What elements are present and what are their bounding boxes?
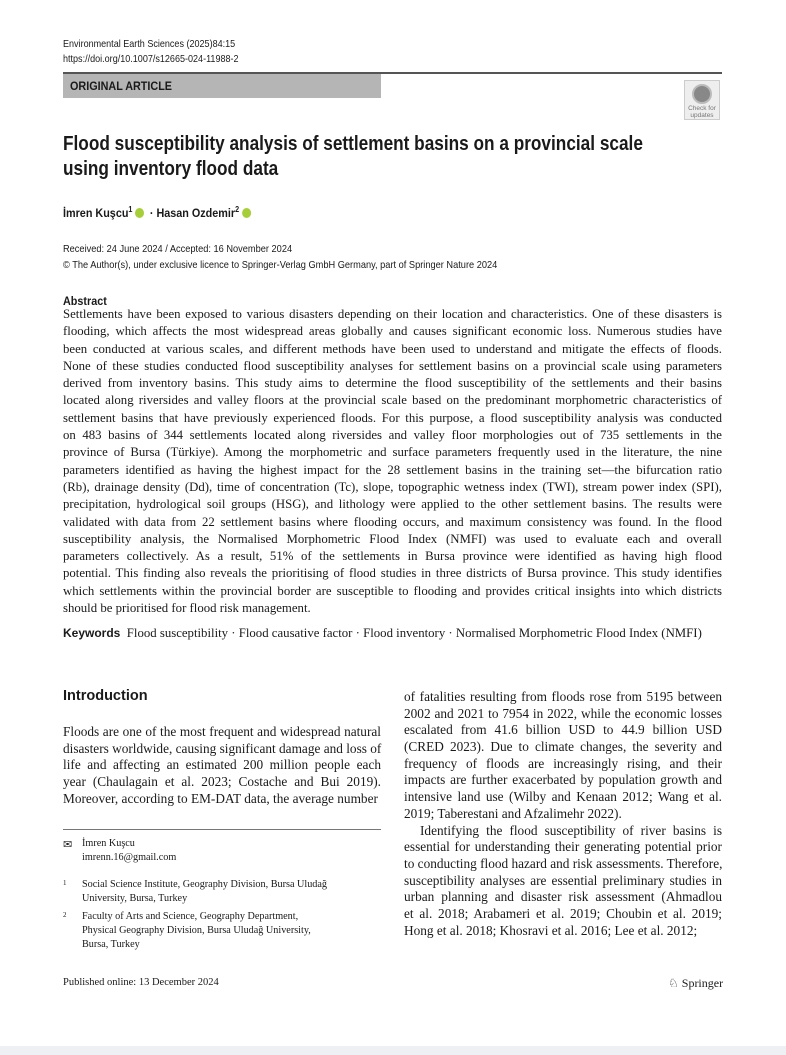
affiliation-line: Physical Geography Division, Bursa Uludağ University, <box>82 925 311 936</box>
separator: · <box>149 206 154 220</box>
received-accepted: Received: 24 June 2024 / Accepted: 16 November 2024 <box>63 243 293 255</box>
affiliation-2 <box>63 910 381 952</box>
text-line: urban planning and disaster risk assessment (Ahmadlou <box>404 889 722 905</box>
text-line: disasters worldwide, causing significant damage and loss of <box>63 740 382 756</box>
text-line: impacts are further exacerbated by population growth and <box>404 772 722 788</box>
text-line: intensive land use (Wilby and Kenaan 2012; Wang et al. <box>404 789 722 805</box>
author-list <box>63 205 275 220</box>
text-line: (Rb), drainage density (Dd), time of concentration (Tc), slope, topographic wetness index (TWI), stream power index (SPI), <box>63 479 722 494</box>
introduction-heading: Introduction <box>63 688 148 704</box>
introduction-left-column <box>63 724 381 807</box>
text-line: None of these studies conducted flood susceptibility analyses for settlement basins on a provincial scale using parameters <box>63 358 722 373</box>
keywords-text: Flood susceptibility · Flood causative factor · Flood inventory · Normalised Morphometric Flood Index (NMFI) <box>126 626 702 640</box>
email-link[interactable]: imrenn.16@gmail.com <box>82 852 177 863</box>
text-line: life and affecting an estimated 200 million people each <box>63 757 381 773</box>
text-line: which settlements within the provincial border are susceptible to flooding and provides critical insights into which districts <box>63 583 722 598</box>
text-line: potential. This finding also reveals the prioritising of flood studies in three districts of Bursa province. This study identifies <box>63 566 722 581</box>
orcid-icon[interactable] <box>135 208 144 218</box>
text-line: et al. 2018; Arabameri et al. 2019; Choubin et al. 2019; <box>404 905 722 921</box>
check-for-updates-badge[interactable] <box>684 80 720 120</box>
badge-line: updates <box>690 112 714 119</box>
text-line: of fatalities resulting from floods rose from 5195 between <box>404 689 722 704</box>
author-name[interactable]: Hasan Ozdemir <box>156 206 236 220</box>
text-line: should be prioritised for flood risk management. <box>63 601 311 616</box>
text-line: Settlements have been exposed to various disasters depending on their location and characteristics. One of these disasters is <box>63 307 722 321</box>
affiliation-1 <box>63 878 381 906</box>
keywords-label: Keywords <box>63 626 121 640</box>
text-line: derived from inventory basins. This study aims to determine the flood susceptibility of the settlements and their basins <box>63 376 722 391</box>
springer-logo <box>668 976 723 991</box>
affiliation-mark: 2 <box>235 205 240 214</box>
author-name[interactable]: İmren Kuşcu <box>63 206 129 220</box>
text-line: validated with data from 22 settlement basins where flooding occurs, and maximum consistency was found. In the flood <box>63 514 722 529</box>
paper-title: Flood susceptibility analysis of settlement basins on a provincial scale using inventory flood data <box>63 132 643 180</box>
corresponding-author <box>63 837 381 865</box>
text-line: precipitation, hydrological soil groups (HSG), and lithology were applied to the other settlement basins. The results were <box>63 497 722 512</box>
text-line: frequency of floods are increasingly rising, and their <box>404 755 722 771</box>
text-line: flooding, which affects the most widespread areas globally and causes significant economic loss. Numerous studies have <box>63 324 722 339</box>
text-line: susceptibility analysis, the Normalised Morphometric Flood Index (NMFI) was used to evaluate each and overall <box>63 531 722 546</box>
publisher-name: Springer <box>681 976 724 990</box>
text-line: located along riversides and valley floors at the provincial scale based on the predominant morphometric characteristics of <box>63 393 722 408</box>
affiliation-line: Social Science Institute, Geography Division, Bursa Uludağ <box>82 879 328 890</box>
abstract-body <box>63 306 722 617</box>
affiliation-number: 2 <box>63 911 67 919</box>
introduction-right-column <box>404 689 722 939</box>
doi-link[interactable]: https://doi.org/10.1007/s12665-024-11988-2 <box>63 53 239 65</box>
article-type-bar <box>63 74 381 98</box>
footnote-rule <box>63 829 381 830</box>
text-line: province of Bursa (Türkiye). Among the morphometric and surface parameters frequently used in the literature, the nine <box>63 445 722 460</box>
text-line: 2002 and 2021 to 7954 in 2022, while the economic losses <box>404 705 722 721</box>
viewer-bottom-bar <box>0 1046 786 1055</box>
corresponding-name: İmren Kuşcu <box>82 838 135 849</box>
text-line: year (Chaulagain et al. 2023; Costache and Bui 2019). <box>63 774 381 790</box>
text-line: Identifying the flood susceptibility of river basins is <box>420 822 722 838</box>
text-line: susceptibility analyses are essential preliminary studies in <box>404 872 722 888</box>
badge-line: Check for <box>688 105 716 112</box>
text-line: parameters identified as having the highest impact for the 28 settlement basins in the training set—the bifurcation ratio <box>63 462 722 477</box>
orcid-icon[interactable] <box>242 208 251 218</box>
text-line: Hong et al. 2018; Khosravi et al. 2016; Lee et al. 2012; <box>404 922 698 938</box>
text-line: Floods are one of the most frequent and widespread natural <box>63 724 381 739</box>
affiliation-mark: 1 <box>128 205 133 214</box>
affiliation-number: 1 <box>63 879 67 887</box>
text-line: essential for understanding their generating potential prior <box>404 839 722 855</box>
article-type: ORIGINAL ARTICLE <box>70 79 173 93</box>
text-line: been conducted at various scales, and different methods have been used to understand and mitigate the effects of floods. <box>63 341 722 356</box>
springer-horse-icon: ♘ <box>668 976 679 990</box>
text-line: settlement basins that have previously experienced floods. For this purpose, a flood susceptibility analysis was conducted <box>63 410 722 425</box>
published-online: Published online: 13 December 2024 <box>63 977 219 988</box>
bookmark-icon <box>692 84 712 104</box>
affiliation-line: Faculty of Arts and Science, Geography Department, <box>82 911 299 922</box>
journal-citation: Environmental Earth Sciences (2025)84:15 <box>63 38 236 50</box>
text-line: to conducting flood hazard and risk assessments. Therefore, <box>404 855 723 871</box>
text-line: escalated from 41.6 billion USD to 44.9 billion USD <box>404 722 722 738</box>
text-line: Moreover, according to EM-DAT data, the average number <box>63 790 378 806</box>
affiliation-line: Bursa, Turkey <box>82 939 140 950</box>
abstract-heading: Abstract <box>63 294 107 308</box>
text-line: (CRED 2023). Due to climate changes, the severity and <box>404 739 722 755</box>
keywords <box>63 626 702 641</box>
text-line: on 483 basins of 344 settlements located along riversides and valley floor morphologies out of 735 settlements in the <box>63 428 722 443</box>
affiliation-line: University, Bursa, Turkey <box>82 893 188 904</box>
copyright: © The Author(s), under exclusive licence to Springer-Verlag GmbH Germany, part of Springer Nature 2024 <box>63 259 498 271</box>
text-line: parameters collectively. As a result, 51% of the settlements in Bursa province were identified as having high flood <box>63 549 722 564</box>
text-line: 2019; Taberestani and Afzalimehr 2022). <box>404 805 622 821</box>
envelope-icon: ✉ <box>63 839 73 851</box>
dates-block <box>63 241 557 273</box>
